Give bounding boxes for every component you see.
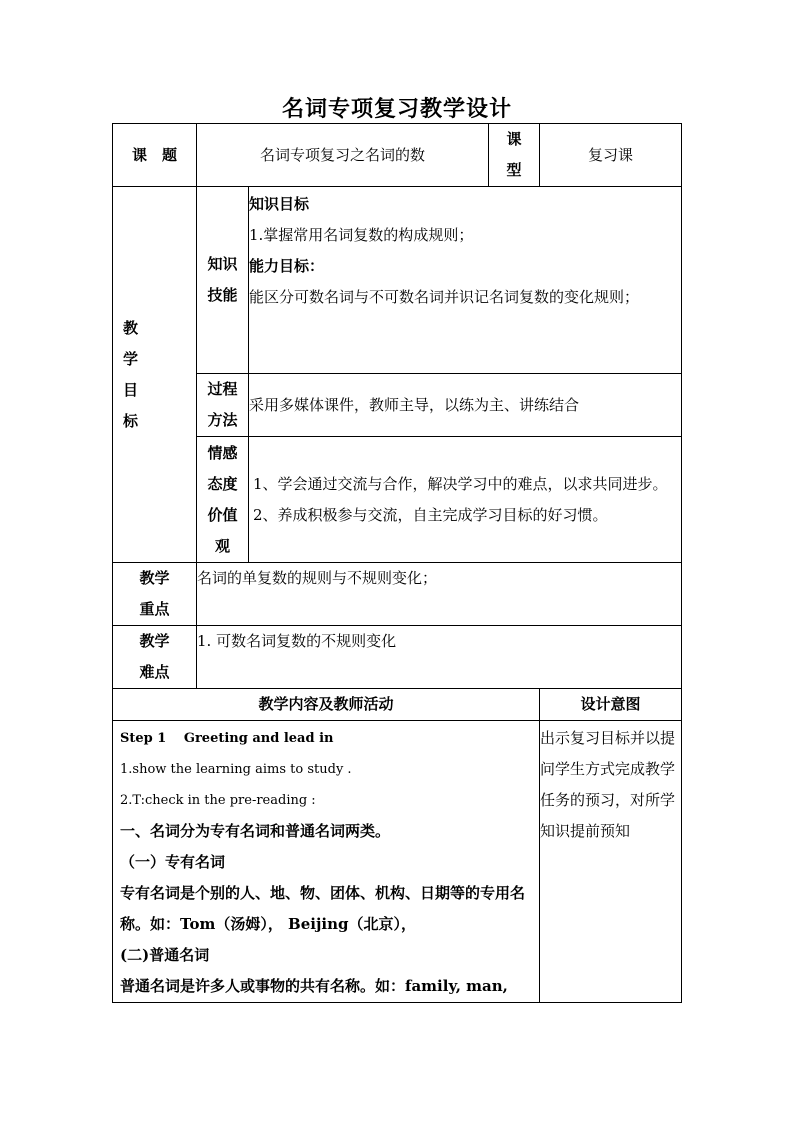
ability-item: 能区分可数名词与不可数名词并识记名词复数的变化规则；	[249, 288, 640, 306]
focus-value: 名词的单复数的规则与不规则变化；	[197, 563, 682, 626]
design-intent: 出示复习目标并以提问学生方式完成教学任务的预习，对所学知识提前预知	[540, 721, 682, 1003]
content-line: 一、名词分为专有名词和普通名词两类。	[120, 822, 391, 840]
process-value: 采用多媒体课件，教师主导，以练为主、讲练结合	[249, 374, 682, 437]
page-title: 名词专项复习教学设计	[281, 96, 512, 122]
focus-row	[113, 563, 682, 626]
step-heading: Step 1 Greeting and lead in	[120, 731, 334, 746]
focus-label: 教学 重点	[113, 563, 197, 626]
emotion-label: 情感 态度 价值 观	[197, 437, 249, 563]
content-header-right: 设计意图	[540, 689, 682, 721]
content-line: 专有名词是个别的人、地、物、团体、机构、日期等的专用名称。如：Tom（汤姆）， Beijing（北京），	[120, 884, 526, 933]
content-line: (二)普通名词	[120, 946, 210, 964]
content-line: （一）专有名词	[120, 853, 226, 871]
process-row	[113, 374, 682, 437]
content-line: 1.show the learning aims to study .	[120, 762, 352, 777]
knowledge-heading: 知识目标	[249, 195, 310, 213]
topic-row	[113, 124, 682, 187]
knowledge-content	[249, 187, 682, 374]
type-value: 复习课	[540, 124, 682, 187]
emotion-item: 1、学会通过交流与合作，解决学习中的难点，以求共同进步。	[253, 474, 668, 493]
topic-label: 课 题	[113, 124, 197, 187]
difficulty-value: 1. 可数名词复数的不规则变化	[197, 626, 682, 689]
emotion-row	[113, 437, 682, 563]
knowledge-row	[113, 187, 682, 374]
content-body	[113, 721, 540, 1003]
difficulty-row	[113, 626, 682, 689]
content-header-left: 教学内容及教师活动	[113, 689, 540, 721]
emotion-content	[249, 437, 682, 563]
ability-heading: 能力目标：	[249, 257, 325, 275]
topic-value: 名词专项复习之名词的数	[197, 124, 489, 187]
objectives-label: 教 学 目 标	[113, 187, 197, 563]
emotion-item: 2、养成积极参与交流，自主完成学习目标的好习惯。	[253, 505, 608, 524]
knowledge-label: 知识 技能	[197, 187, 249, 374]
content-header-row	[113, 689, 682, 721]
type-label: 课 型	[489, 124, 540, 187]
knowledge-item: 1.掌握常用名词复数的构成规则；	[249, 226, 474, 244]
content-body-row	[113, 721, 682, 1003]
process-label: 过程 方法	[197, 374, 249, 437]
difficulty-label: 教学 难点	[113, 626, 197, 689]
content-line: 2.T:check in the pre-reading :	[120, 793, 316, 808]
content-line: 普通名词是许多人或事物的共有名称。如：family, man,	[120, 977, 508, 995]
lesson-plan-table	[112, 123, 682, 1003]
